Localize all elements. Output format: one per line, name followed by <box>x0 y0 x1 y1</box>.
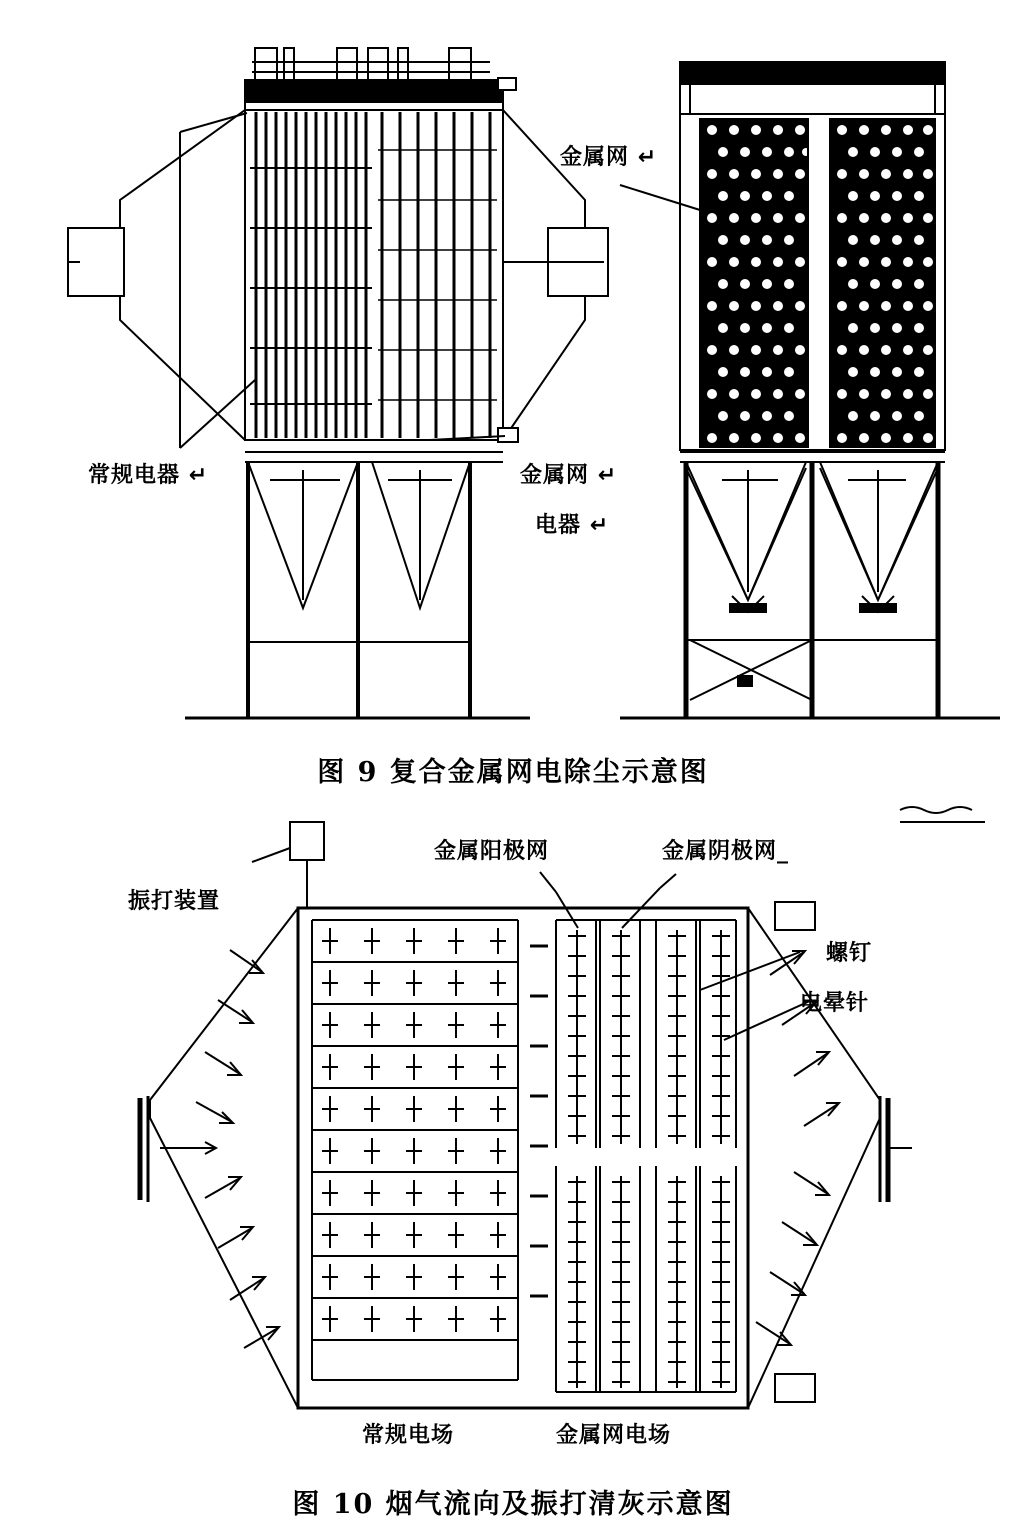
figure-9-caption: 图 9 复合金属网电除尘示意图 <box>317 757 709 788</box>
label-metal-mesh: 金属网 ↵ <box>560 145 658 170</box>
label-metal-mesh-electrode-line1: 金属网 ↵ <box>520 463 618 488</box>
figure-10-drawing <box>0 800 1026 1536</box>
figure-10-caption: 图 10 烟气流向及振打清灰示意图 <box>292 1489 734 1520</box>
label-conventional-field: 常规电场 <box>362 1423 455 1448</box>
label-rapping-device: 振打装置 <box>128 889 221 914</box>
label-metal-mesh-field: 金属网电场 <box>556 1423 672 1448</box>
label-metal-cathode-mesh: 金属阴极网_ <box>662 839 790 864</box>
figure-9-svg <box>0 0 1026 760</box>
label-metal-mesh-electrode-line2: 电器 ↵ <box>535 513 610 538</box>
label-screw: 螺钉 <box>826 941 873 966</box>
label-metal-anode-mesh: 金属阳极网 <box>434 839 550 864</box>
label-corona-needle: 电晕针 <box>800 991 870 1016</box>
label-conventional-electrode: 常规电器 ↵ <box>88 463 209 488</box>
